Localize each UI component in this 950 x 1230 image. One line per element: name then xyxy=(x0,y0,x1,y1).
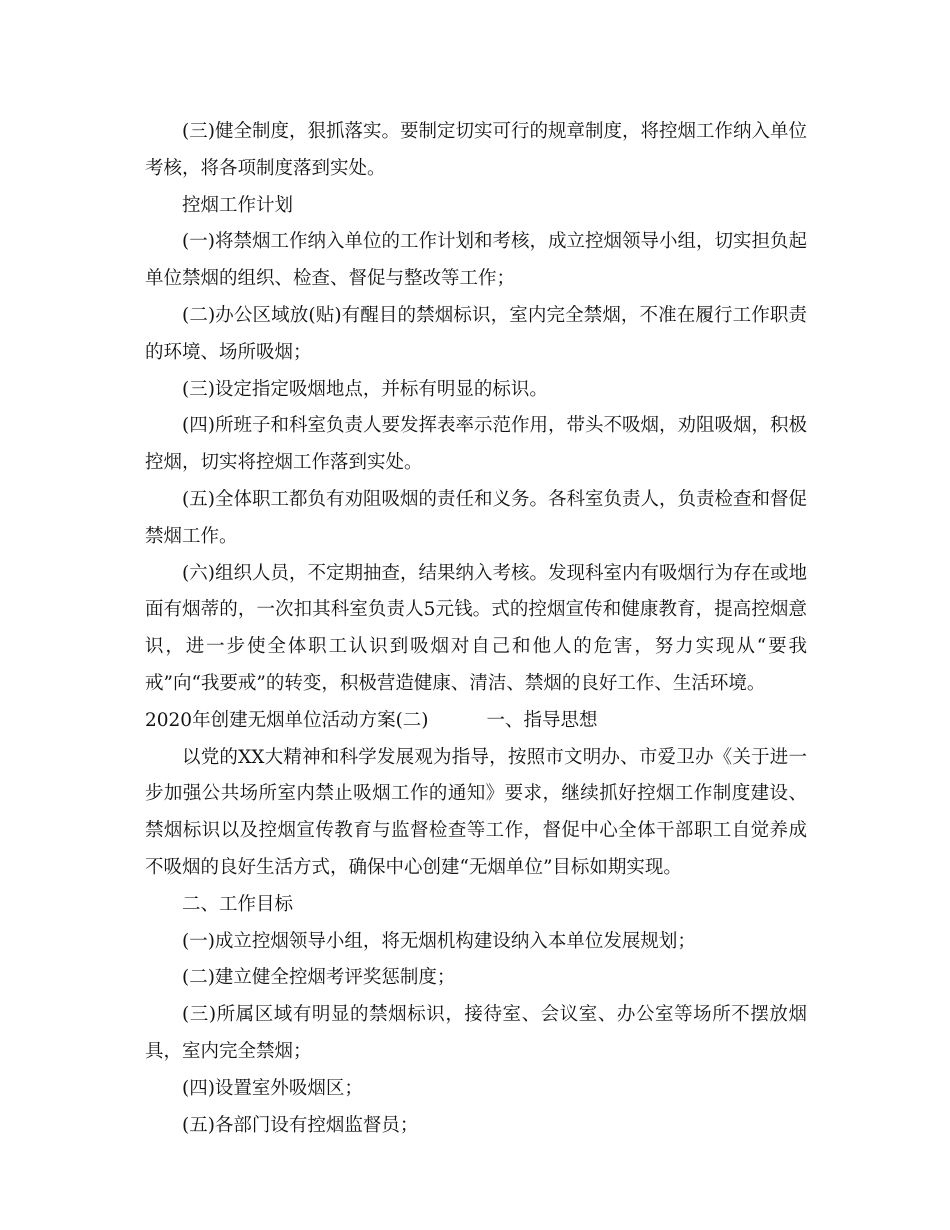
paragraph-guiding-ideology: 以党的XX大精神和科学发展观为指导，按照市文明办、市爱卫办《关于进一步加强公共场所室内禁止吸烟工作的通知》要求，继续抓好控烟工作制度建设、禁烟标识以及控烟宣传教育与监督检查等工作，督促中心全体干部职工自觉养成不吸烟的良好生活方式，确保中心创建“无烟单位”目标如期实现。 xyxy=(145,746,807,878)
heading-work-goals: 二、工作目标 xyxy=(182,893,294,915)
guiding-ideology-heading: 一、指导思想 xyxy=(486,709,598,731)
goal-item-3: (三)所属区域有明显的禁烟标识，接待室、会议室、办公室等场所不摆放烟具，室内完全禁烟； xyxy=(145,1004,807,1062)
paragraph-item-3: (三)设定指定吸烟地点，并标有明显的标识。 xyxy=(182,378,548,400)
goal-item-1: (一)成立控烟领导小组，将无烟机构建设纳入本单位发展规划； xyxy=(182,930,696,952)
document-page xyxy=(145,114,807,1144)
goal-item-2: (二)建立健全控烟考评奖惩制度； xyxy=(182,967,456,989)
plan-title: 2020年创建无烟单位活动方案(二) xyxy=(145,709,429,731)
heading-smoking-control-plan: 控烟工作计划 xyxy=(182,194,294,216)
goal-item-5: (五)各部门设有控烟监督员； xyxy=(182,1114,419,1136)
paragraph-system-implementation: (三)健全制度，狠抓落实。要制定切实可行的规章制度，将控烟工作纳入单位考核，将各项制度落到实处。 xyxy=(145,121,807,179)
goal-item-4: (四)设置室外吸烟区； xyxy=(182,1077,363,1099)
paragraph-item-1: (一)将禁烟工作纳入单位的工作计划和考核，成立控烟领导小组，切实担负起单位禁烟的组织、检查、督促与整改等工作； xyxy=(145,231,807,290)
paragraph-item-2: (二)办公区域放(贴)有醒目的禁烟标识，室内完全禁烟，不准在履行工作职责的环境、场所吸烟； xyxy=(145,304,807,363)
paragraph-item-6: (六)组织人员，不定期抽查，结果纳入考核。发现科室内有吸烟行为存在或地面有烟蒂的，一次扣其科室负责人5元钱。式的控烟宣传和健康教育，提高控烟意识，进一步使全体职工认识到吸烟对自己和他人的危害，努力实现从“要我戒”向“我要戒”的转变，积极营造健康、清洁、禁烟的良好工作、生活环境。 xyxy=(145,562,807,694)
paragraph-item-4: (四)所班子和科室负责人要发挥表率示范作用，带头不吸烟，劝阻吸烟，积极控烟，切实将控烟工作落到实处。 xyxy=(145,415,807,474)
section-heading-line xyxy=(145,703,807,740)
paragraph-item-5: (五)全体职工都负有劝阻吸烟的责任和义务。各科室负责人，负责检查和督促禁烟工作。 xyxy=(145,488,807,547)
